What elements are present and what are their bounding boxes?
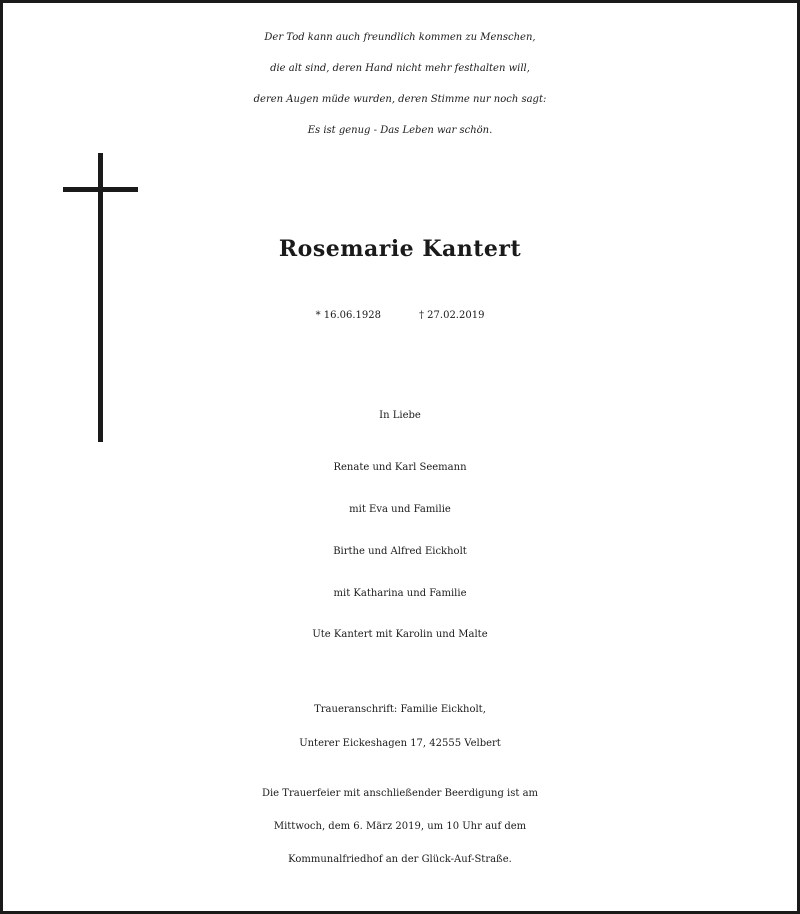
- poem-line-4: Es ist genug - Das Leben war schön.: [307, 125, 493, 136]
- life-dates: [3, 310, 797, 321]
- mourners-intro: In Liebe: [379, 410, 421, 421]
- mourner-line-2: mit Eva und Familie: [349, 504, 451, 515]
- funeral-line-1: Die Trauerfeier mit anschließender Beerdigung ist am: [261, 788, 539, 799]
- funeral-line-3: Kommunalfriedhof an der Glück-Auf-Straße.: [288, 854, 512, 865]
- mourner-line-5: Ute Kantert mit Karolin und Malte: [312, 629, 488, 640]
- deceased-name: Rosemarie Kantert: [278, 236, 522, 262]
- cross-vertical-bar: [98, 153, 103, 442]
- mourner-line-4: mit Katharina und Familie: [333, 588, 467, 599]
- birth-date: * 16.06.1928: [315, 310, 381, 321]
- funeral-line-2: Mittwoch, dem 6. März 2019, um 10 Uhr auf dem: [273, 821, 527, 832]
- mourner-line-1: Renate und Karl Seemann: [333, 462, 467, 473]
- cross-horizontal-bar: [63, 187, 138, 192]
- death-date: † 27.02.2019: [419, 310, 485, 321]
- address-line-1: Traueranschrift: Familie Eickholt,: [314, 704, 486, 715]
- poem-line-3: deren Augen müde wurden, deren Stimme nur noch sagt:: [253, 94, 547, 105]
- poem-line-1: Der Tod kann auch freundlich kommen zu Menschen,: [264, 32, 536, 43]
- mourner-line-3: Birthe und Alfred Eickholt: [333, 546, 467, 557]
- address-line-2: Unterer Eickeshagen 17, 42555 Velbert: [299, 738, 501, 749]
- poem-line-2: die alt sind, deren Hand nicht mehr festhalten will,: [270, 63, 530, 74]
